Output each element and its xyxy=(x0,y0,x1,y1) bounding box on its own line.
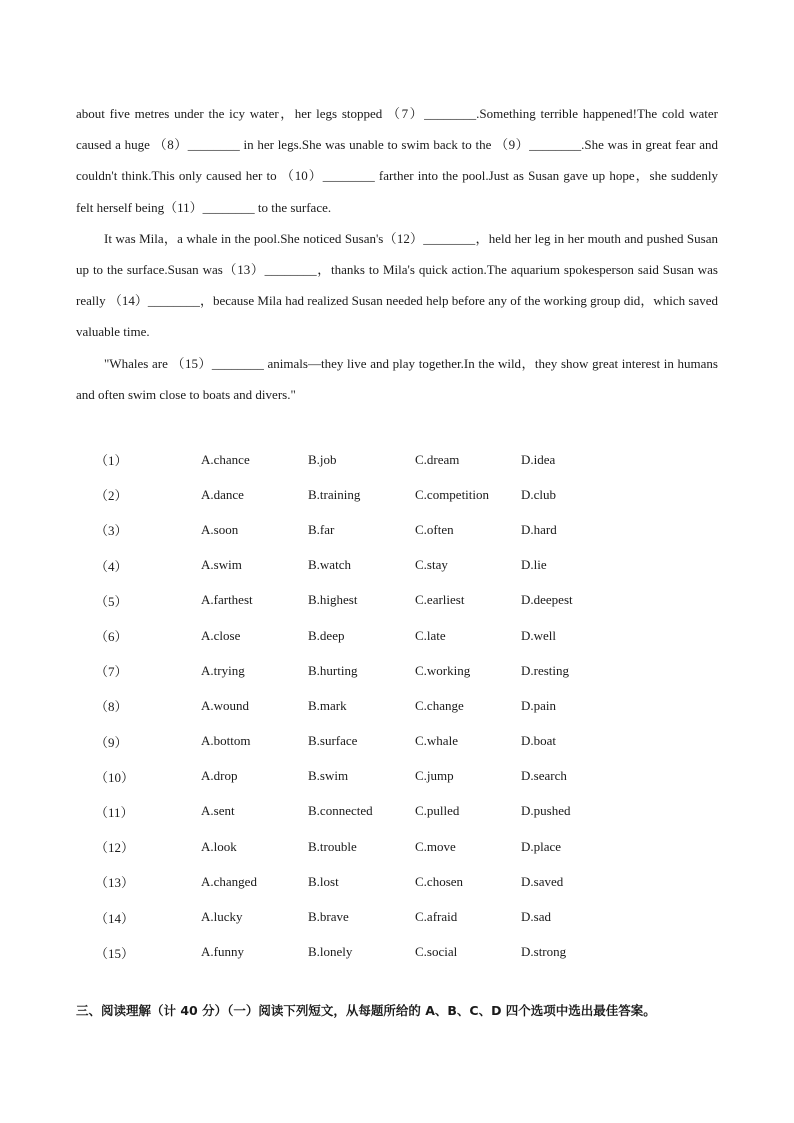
option-b: B.watch xyxy=(308,557,351,573)
option-b: B.trouble xyxy=(308,838,357,854)
option-c: C.afraid xyxy=(415,909,458,925)
option-d: D.place xyxy=(521,838,562,854)
question-number: （10） xyxy=(95,769,135,785)
option-c: C.chosen xyxy=(415,873,464,889)
option-a: A.look xyxy=(201,838,237,854)
passage-paragraph: "Whales are （15）________ animals—they live and play together.In the wild，they show great interest in humans and often swim close to boats and divers." xyxy=(76,355,718,402)
question-row xyxy=(95,899,621,934)
option-c: C.move xyxy=(415,838,456,854)
option-c: C.change xyxy=(415,697,464,713)
option-b: B.swim xyxy=(308,768,349,784)
option-d: D.saved xyxy=(521,873,564,889)
option-a: A.swim xyxy=(201,557,242,573)
option-c: C.often xyxy=(415,521,454,537)
option-d: D.club xyxy=(521,486,557,502)
option-b: B.training xyxy=(308,486,361,502)
option-b: B.brave xyxy=(308,909,349,925)
question-row xyxy=(95,618,621,653)
section-heading: 三、阅读理解（计 40 分）（一）阅读下列短文，从每题所给的 A、B、C、D 四个选项中选出最佳答案。 xyxy=(76,1003,656,1018)
option-d: D.sad xyxy=(521,909,551,925)
option-a: A.trying xyxy=(201,662,245,678)
option-a: A.dance xyxy=(201,486,244,502)
question-number: （1） xyxy=(95,453,128,469)
option-d: D.hard xyxy=(521,521,557,537)
question-number: （12） xyxy=(95,840,135,856)
question-number: （5） xyxy=(95,593,128,609)
question-row xyxy=(95,688,621,723)
option-b: B.connected xyxy=(308,803,373,819)
question-number: （14） xyxy=(95,910,135,926)
option-b: B.highest xyxy=(308,592,358,608)
option-c: C.pulled xyxy=(415,803,460,819)
option-d: D.strong xyxy=(521,944,567,960)
question-number: （3） xyxy=(95,523,128,539)
passage-paragraph: It was Mila，a whale in the pool.She noticed Susan's（12）________，held her leg in her mouth and pushed Susan up to the surface.Susan was（13）________，thanks to Mila's quick action.The aquarium spokesperson said Susan was really （14）________，because Mila had realized Susan needed help before any of the working group did，which saved valuable time. xyxy=(76,230,718,340)
option-c: C.social xyxy=(415,944,458,960)
question-row xyxy=(95,724,621,759)
question-row xyxy=(95,759,621,794)
option-c: C.stay xyxy=(415,557,448,573)
question-row xyxy=(95,829,621,864)
passage-paragraph: about five metres under the icy water，her legs stopped （7）________.Something terrible happened!The cold water caused a huge （8）________ in her legs.She was unable to swim back to the （9）________.She was in great fear and couldn't think.This only caused her to （10）________ farther into the pool.Just as Susan gave up hope，she suddenly felt herself being（11）________ to the surface. xyxy=(76,106,718,215)
option-b: B.surface xyxy=(308,733,358,749)
option-b: B.hurting xyxy=(308,662,358,678)
option-b: B.job xyxy=(308,451,337,467)
option-b: B.lonely xyxy=(308,944,353,960)
option-a: A.close xyxy=(201,627,241,643)
option-a: A.drop xyxy=(201,768,238,784)
question-row xyxy=(95,794,621,829)
question-row xyxy=(95,653,621,688)
question-number: （6） xyxy=(95,629,128,645)
option-c: C.jump xyxy=(415,768,454,784)
question-row xyxy=(95,477,621,512)
option-d: D.idea xyxy=(521,451,556,467)
option-a: A.lucky xyxy=(201,909,243,925)
question-row xyxy=(95,442,621,477)
option-a: A.funny xyxy=(201,944,244,960)
question-row xyxy=(95,935,621,970)
option-a: A.chance xyxy=(201,451,250,467)
option-b: B.lost xyxy=(308,873,339,889)
option-a: A.soon xyxy=(201,521,239,537)
option-d: D.search xyxy=(521,768,567,784)
option-a: A.bottom xyxy=(201,733,251,749)
question-number: （7） xyxy=(95,664,128,680)
option-b: B.far xyxy=(308,521,335,537)
question-number: （8） xyxy=(95,699,128,715)
question-number: （2） xyxy=(95,488,128,504)
question-row xyxy=(95,864,621,899)
option-c: C.whale xyxy=(415,733,458,749)
option-c: C.late xyxy=(415,627,446,643)
option-a: A.sent xyxy=(201,803,235,819)
option-c: C.working xyxy=(415,662,471,678)
question-number: （4） xyxy=(95,558,128,574)
option-d: D.well xyxy=(521,627,557,643)
question-row xyxy=(95,548,621,583)
option-d: D.boat xyxy=(521,733,557,749)
question-number: （13） xyxy=(95,875,135,891)
question-row xyxy=(95,512,621,547)
option-d: D.lie xyxy=(521,557,547,573)
option-b: B.mark xyxy=(308,697,347,713)
option-c: C.dream xyxy=(415,451,460,467)
option-d: D.pushed xyxy=(521,803,571,819)
question-number: （9） xyxy=(95,734,128,750)
question-number: （15） xyxy=(95,945,135,961)
cloze-passage xyxy=(76,98,718,410)
option-c: C.earliest xyxy=(415,592,465,608)
option-d: D.deepest xyxy=(521,592,573,608)
answer-options-list xyxy=(95,442,621,970)
option-d: D.resting xyxy=(521,662,570,678)
option-a: A.farthest xyxy=(201,592,253,608)
option-d: D.pain xyxy=(521,697,557,713)
option-a: A.changed xyxy=(201,873,257,889)
option-b: B.deep xyxy=(308,627,345,643)
question-number: （11） xyxy=(95,804,134,820)
question-row xyxy=(95,583,621,618)
option-c: C.competition xyxy=(415,486,490,502)
option-a: A.wound xyxy=(201,697,250,713)
